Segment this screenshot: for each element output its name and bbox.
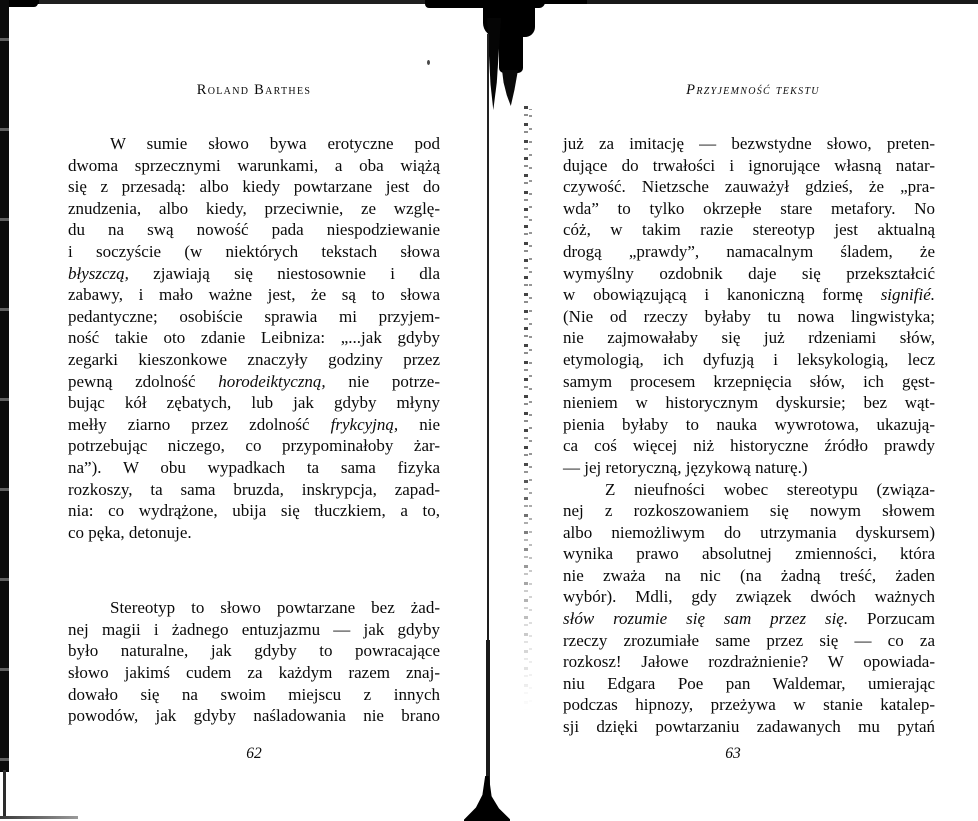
scan-speck bbox=[427, 60, 430, 65]
text-line bbox=[563, 349, 935, 371]
binding-gutter-line-lower bbox=[486, 640, 490, 785]
text-run: nie potrze- bbox=[325, 371, 440, 391]
text-line bbox=[68, 371, 440, 393]
text-run: wymyślny ozdobnik daje się przekształcić bbox=[563, 263, 935, 283]
page-number-right: 63 bbox=[725, 745, 741, 762]
text-run: rzeczy zrozumiałe same przez się — co za bbox=[563, 630, 935, 650]
italic-text-run: słów rozumie się sam przez się. bbox=[563, 609, 849, 629]
paragraph bbox=[563, 133, 935, 479]
text-run: Stereotyp to słowo powtarzane bez żad- bbox=[110, 598, 440, 618]
text-line bbox=[68, 500, 440, 522]
text-line bbox=[563, 608, 935, 630]
text-line bbox=[563, 133, 935, 155]
text-line bbox=[563, 219, 935, 241]
paragraph bbox=[68, 133, 440, 543]
running-head-right: Przyjemność tekstu bbox=[686, 82, 820, 98]
binding-shadow-spike bbox=[502, 70, 518, 106]
text-run: drogą „prawdy”, namacalnym śladem, że bbox=[563, 241, 935, 261]
italic-text-run: signifié. bbox=[880, 285, 935, 305]
text-line bbox=[563, 263, 935, 285]
text-line bbox=[563, 457, 935, 479]
binding-speckle-band bbox=[523, 106, 533, 710]
text-line bbox=[68, 435, 440, 457]
text-run: co pęka, detonuje. bbox=[68, 522, 192, 542]
scan-left-edge-line bbox=[3, 770, 6, 818]
text-run: pedantyczne; osobiście sprawia mi przyjem- bbox=[68, 306, 440, 326]
scan-left-edge bbox=[0, 0, 9, 772]
page-number-left: 62 bbox=[246, 745, 262, 762]
text-line bbox=[563, 522, 935, 544]
text-run: W sumie słowo bywa erotyczne pod bbox=[110, 134, 440, 153]
binding-shadow-step bbox=[499, 28, 523, 73]
italic-text-run: horodeiktyczną, bbox=[218, 371, 326, 391]
text-line bbox=[68, 198, 440, 220]
text-run: Porzucam bbox=[848, 609, 935, 629]
text-line bbox=[563, 694, 935, 716]
text-run: dwoma sprzecznymi warunkami, a oba wiążą bbox=[68, 155, 440, 175]
text-line bbox=[563, 435, 935, 457]
text-run: mełły ziarno przez zdolność bbox=[68, 414, 331, 434]
text-line bbox=[563, 392, 935, 414]
text-run: słowo jakimś cudem za każdym razem znaj- bbox=[68, 663, 440, 683]
text-line bbox=[68, 684, 440, 706]
text-run: bując kół zębatych, lub jak gdyby młyny bbox=[68, 393, 440, 413]
binding-gutter-line bbox=[487, 34, 489, 782]
text-run: w obowiązującą i kanoniczną formę bbox=[563, 285, 881, 305]
text-line bbox=[68, 457, 440, 479]
text-run: nie zajmowałaby się już rdzeniami słów, bbox=[563, 328, 935, 348]
text-run: dowało się na swoim miejscu z innych bbox=[68, 684, 440, 704]
text-run: zabawy, i mało ważne jest, że są to słowa bbox=[68, 285, 440, 305]
left-page-text bbox=[68, 133, 440, 727]
text-run: dujące do trwałości i ignorujące własną natar- bbox=[563, 155, 935, 175]
text-run: i soczyście (w niektórych tekstach słowa bbox=[68, 241, 440, 261]
text-line bbox=[68, 133, 440, 155]
text-run: nia: co wydrążone, ubija się tłuczkiem, a to, bbox=[68, 501, 440, 521]
text-run: nej magii i żadnego entuzjazmu — jak gdyby bbox=[68, 619, 440, 639]
text-run: czywość. Nietzsche zauważył gdzieś, że „pra- bbox=[563, 177, 935, 197]
scan-top-edge-thick bbox=[425, 0, 545, 8]
text-line bbox=[563, 371, 935, 393]
paragraph bbox=[68, 597, 440, 727]
text-line bbox=[563, 241, 935, 263]
text-line bbox=[68, 241, 440, 263]
text-line bbox=[563, 500, 935, 522]
text-run: potrzebując niczego, co przypominałoby żar- bbox=[68, 436, 440, 456]
text-line bbox=[563, 543, 935, 565]
text-line bbox=[68, 306, 440, 328]
text-run: zegarki kieszonkowe znaczyły godziny przez bbox=[68, 349, 440, 369]
text-line bbox=[68, 522, 440, 544]
binding-shadow-bottom bbox=[464, 776, 510, 821]
text-line bbox=[68, 155, 440, 177]
text-line bbox=[563, 414, 935, 436]
text-line bbox=[563, 176, 935, 198]
paragraph bbox=[563, 479, 935, 738]
binding-shadow-left-spike bbox=[487, 18, 501, 110]
text-line bbox=[68, 619, 440, 641]
text-line bbox=[563, 479, 935, 501]
scan-bottom-edge-line bbox=[0, 816, 78, 819]
text-line bbox=[563, 716, 935, 738]
text-line bbox=[68, 640, 440, 662]
text-line bbox=[68, 176, 440, 198]
text-line bbox=[563, 651, 935, 673]
binding-shadow-top bbox=[483, 0, 535, 37]
text-line bbox=[563, 306, 935, 328]
text-run: niu Edgara Poe pan Waldemar, umierając bbox=[563, 673, 935, 693]
text-run: już za imitację — bezwstydne słowo, preten- bbox=[563, 134, 935, 153]
text-line bbox=[563, 284, 935, 306]
text-line bbox=[563, 586, 935, 608]
text-run: wynika prawo absolutnej zmienności, która bbox=[563, 544, 935, 564]
text-run: pienia byłaby to nauka wywrotowa, ukazują- bbox=[563, 414, 935, 434]
text-line bbox=[68, 392, 440, 414]
text-run: etymologią, ich dyfuzją i leksykologią, lecz bbox=[563, 349, 935, 369]
text-line bbox=[68, 284, 440, 306]
text-line bbox=[68, 414, 440, 436]
text-line bbox=[68, 705, 440, 727]
text-run: du na swą nowość pada niespodziewanie bbox=[68, 220, 440, 240]
text-line bbox=[563, 198, 935, 220]
text-line bbox=[68, 263, 440, 285]
text-run: rozkoszy, ta sama bruzda, inskrypcja, zapad- bbox=[68, 479, 440, 499]
text-run: rozkosz! Jałowe rozdrażnienie? W opowiada- bbox=[563, 652, 935, 672]
text-run: albo niemożliwym do utrzymania dyskursem) bbox=[563, 522, 935, 542]
text-run: nieniem w historycznym dyskursie; bez wąt- bbox=[563, 393, 935, 413]
text-run: — jej retoryczną, językową naturę.) bbox=[563, 457, 808, 477]
text-line bbox=[563, 673, 935, 695]
text-line bbox=[563, 630, 935, 652]
text-run: pewną zdolność bbox=[68, 371, 219, 391]
scan-top-left-corner bbox=[0, 0, 38, 7]
text-run: (Nie od rzeczy byłaby tu nowa lingwistyka; bbox=[563, 306, 935, 326]
text-run: ność takie oto zdanie Leibniza: „...jak gdyby bbox=[68, 328, 440, 348]
text-line bbox=[68, 479, 440, 501]
text-line bbox=[68, 597, 440, 619]
text-run: było naturalne, jak gdyby to powracające bbox=[68, 641, 440, 661]
text-run: wybór). Mdli, gdy związek dwóch ważnych bbox=[563, 587, 935, 607]
text-run: zjawiają się niestosownie i dla bbox=[128, 263, 440, 283]
text-run: ca coś więcej niż historyczne źródło prawdy bbox=[563, 436, 935, 456]
text-run: samym procesem krzepnięcia słów, ich gęst- bbox=[563, 371, 935, 391]
text-run: Z nieufności wobec stereotypu (związa- bbox=[605, 479, 935, 499]
text-run: nej z rozkoszowaniem się nowym słowem bbox=[563, 501, 935, 521]
text-run: powodów, jak gdyby naśladowania nie brano bbox=[68, 706, 440, 726]
text-line bbox=[563, 155, 935, 177]
text-run: sji dzięki powtarzaniu zadawanych mu pytań bbox=[563, 717, 935, 737]
text-run: podczas hipnozy, przeżywa w stanie katalep- bbox=[563, 695, 935, 715]
text-line bbox=[68, 327, 440, 349]
italic-text-run: frykcyjną, bbox=[330, 414, 399, 434]
running-head-left: Roland Barthes bbox=[196, 82, 312, 98]
text-run: na”). W obu wypadkach ta sama fizyka bbox=[68, 457, 440, 477]
text-run: nie zważa na nic (na żadną treść, żaden bbox=[563, 565, 935, 585]
right-page-text bbox=[563, 133, 935, 738]
text-line bbox=[68, 219, 440, 241]
scan-top-edge bbox=[0, 0, 978, 4]
text-line bbox=[68, 349, 440, 371]
text-line bbox=[68, 662, 440, 684]
text-run: znudzenia, albo kiedy, przeciwnie, ze wzglę- bbox=[68, 198, 440, 218]
text-line bbox=[563, 565, 935, 587]
text-run: cóż, w takim razie stereotyp jest aktualną bbox=[563, 220, 935, 240]
text-run: się z przesadą: albo kiedy powtarzane jest do bbox=[68, 177, 440, 197]
text-run: nie bbox=[398, 414, 440, 434]
text-line bbox=[563, 327, 935, 349]
text-run: wda” to tylko okrzepłe stare metafory. No bbox=[563, 198, 935, 218]
italic-text-run: błyszczą, bbox=[68, 263, 129, 283]
